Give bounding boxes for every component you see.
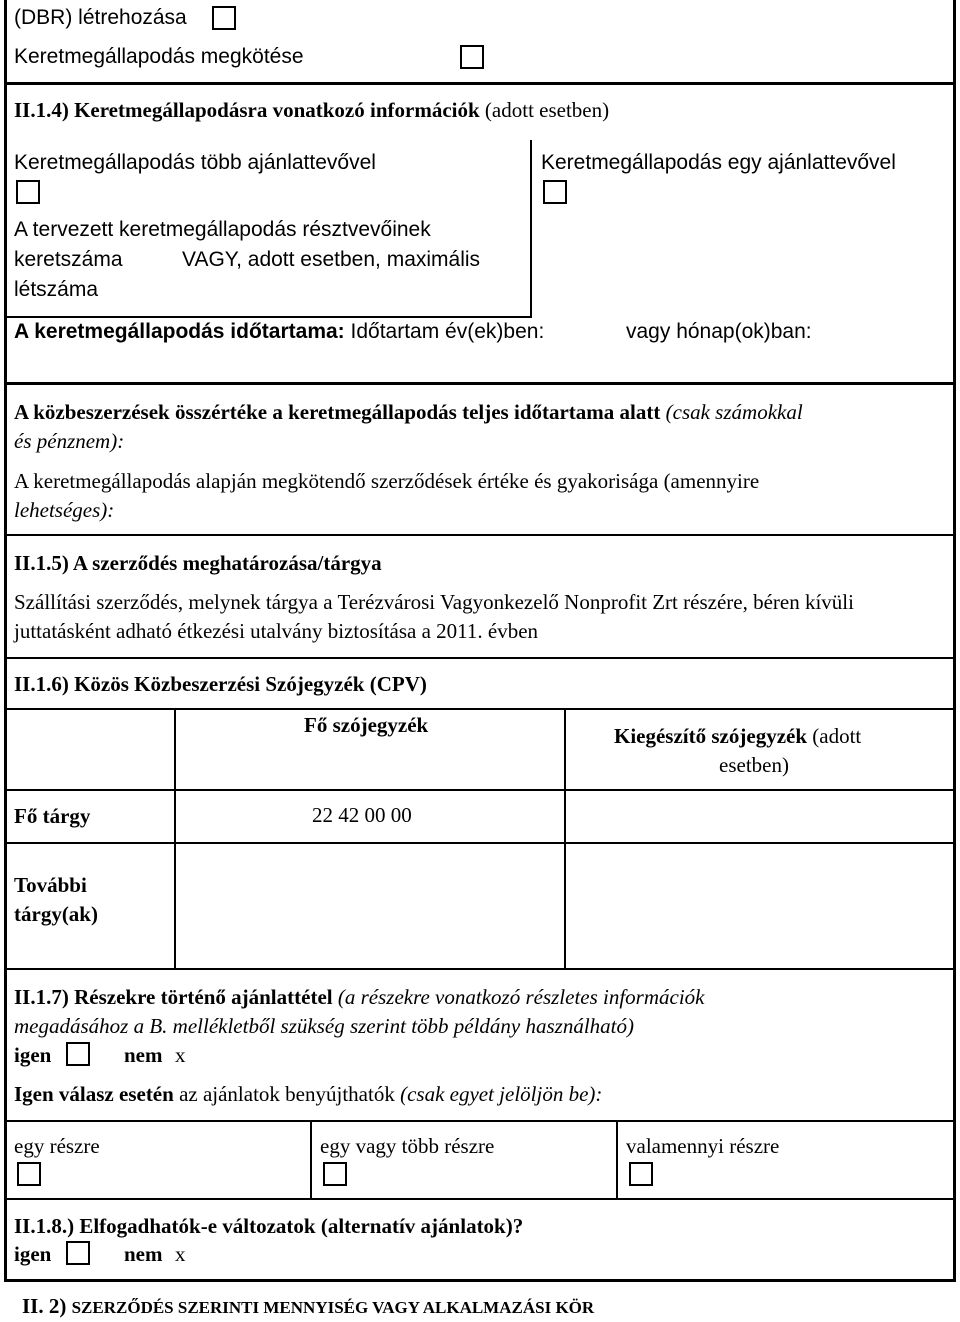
s117-no-label: nem bbox=[124, 1043, 163, 1067]
parts-opt1-checkbox[interactable] bbox=[17, 1162, 41, 1186]
duration-months: vagy hónap(ok)ban: bbox=[626, 320, 812, 343]
parts-col1-line bbox=[310, 1120, 312, 1200]
participants-line3: létszáma bbox=[14, 278, 99, 301]
total-value-line2: és pénznem): bbox=[14, 429, 125, 453]
parts-opt3-label: valamennyi részre bbox=[626, 1134, 780, 1158]
s117-no-mark[interactable]: x bbox=[175, 1043, 186, 1067]
cpv-table-bottom bbox=[4, 968, 956, 970]
dbr-checkbox[interactable] bbox=[212, 6, 236, 30]
parts-opt1-label: egy részre bbox=[14, 1134, 100, 1158]
parts-col2-line bbox=[616, 1120, 618, 1200]
cpv-main-label: Fő tárgy bbox=[14, 804, 91, 828]
frame-bottom bbox=[4, 1279, 956, 1282]
cpv-col-supp-line1: Kiegészítő szójegyzék (adott bbox=[614, 724, 862, 748]
cpv-col-supp-line2: esetben) bbox=[719, 753, 789, 777]
s118-yes-label: igen bbox=[14, 1242, 52, 1266]
contracts-line2: lehetséges): bbox=[14, 498, 115, 522]
multi-bidder-checkbox[interactable] bbox=[16, 180, 40, 204]
parts-table-top bbox=[4, 1120, 956, 1122]
s117-yes-checkbox[interactable] bbox=[66, 1042, 90, 1066]
s118-no-mark[interactable]: x bbox=[175, 1242, 186, 1266]
dbr-label: (DBR) létrehozása bbox=[14, 6, 187, 29]
cpv-col-main: Fő szójegyzék bbox=[304, 713, 429, 737]
cpv-row1-line bbox=[4, 789, 956, 791]
framework-checkbox[interactable] bbox=[460, 45, 484, 69]
s117-yes-label: igen bbox=[14, 1043, 52, 1067]
s117-heading-line1: II.1.7) Részekre történő ajánlattétel (a részekre vonatkozó részletes információk bbox=[14, 985, 705, 1009]
divider-114-vertical bbox=[530, 140, 532, 318]
single-bidder-label: Keretmegállapodás egy ajánlattevővel bbox=[541, 151, 896, 174]
s115-heading: II.1.5) A szerződés meghatározása/tárgya bbox=[14, 551, 382, 575]
cpv-col2-line bbox=[564, 708, 566, 970]
participants-line2b: VAGY, adott esetben, maximális bbox=[182, 248, 481, 271]
s118-yes-checkbox[interactable] bbox=[66, 1241, 90, 1265]
parts-opt2-checkbox[interactable] bbox=[323, 1162, 347, 1186]
cpv-main-value: 22 42 00 00 bbox=[312, 803, 412, 827]
multi-bidder-label: Keretmegállapodás több ajánlattevővel bbox=[14, 151, 376, 174]
s117-answer-line: Igen válasz esetén az ajánlatok benyújthatók (csak egyet jelöljön be): bbox=[14, 1082, 603, 1106]
total-value-line1: A közbeszerzések összértéke a keretmegállapodás teljes időtartama alatt (csak számokkal bbox=[14, 400, 803, 424]
single-bidder-checkbox[interactable] bbox=[543, 180, 567, 204]
s118-no-label: nem bbox=[124, 1242, 163, 1266]
s115-text: Szállítási szerződés, melynek tárgya a Terézvárosi Vagyonkezelő Nonprofit Zrt részére, béren kívüli juttatásként adható étkezési utalvány biztosítása a 2011. évben bbox=[14, 590, 854, 643]
duration-label: A keretmegállapodás időtartama: Időtartam év(ek)ben: bbox=[14, 320, 545, 343]
s117-heading-line2: megadásához a B. mellékletből szükség szerint több példány használható) bbox=[14, 1014, 635, 1038]
cpv-row2-line bbox=[4, 842, 956, 844]
frame-right bbox=[953, 0, 956, 1282]
parts-table-bottom bbox=[4, 1198, 956, 1200]
s2-heading: II. 2) SZERZŐDÉS SZERINTI MENNYISÉG VAGY ALKALMAZÁSI KÖR bbox=[22, 1294, 595, 1318]
parts-opt2-label: egy vagy több részre bbox=[320, 1134, 495, 1158]
participants-line2a: keretszáma bbox=[14, 248, 123, 271]
framework-label: Keretmegállapodás megkötése bbox=[14, 45, 304, 68]
cpv-more-label1: További bbox=[14, 873, 87, 897]
divider-contracts bbox=[4, 534, 956, 536]
cpv-more-label2: tárgy(ak) bbox=[14, 902, 98, 926]
contracts-line1: A keretmegállapodás alapján megkötendő szerződések értéke és gyakorisága (amennyire bbox=[14, 469, 760, 493]
divider-115-bottom bbox=[4, 657, 956, 659]
participants-line1: A tervezett keretmegállapodás résztvevőinek bbox=[14, 218, 431, 241]
divider-114-mid bbox=[4, 316, 532, 318]
cpv-col1-line bbox=[174, 708, 176, 970]
s114-heading: II.1.4) Keretmegállapodásra vonatkozó információk (adott esetben) bbox=[14, 98, 610, 122]
s116-heading: II.1.6) Közös Közbeszerzési Szójegyzék (CPV) bbox=[14, 672, 427, 696]
frame-left bbox=[4, 0, 7, 1282]
s118-heading: II.1.8.) Elfogadhatók-e változatok (alternatív ajánlatok)? bbox=[14, 1214, 524, 1238]
cpv-table-top bbox=[4, 708, 956, 710]
divider-114-bottom bbox=[4, 382, 956, 385]
parts-opt3-checkbox[interactable] bbox=[629, 1162, 653, 1186]
divider-top bbox=[4, 82, 956, 85]
